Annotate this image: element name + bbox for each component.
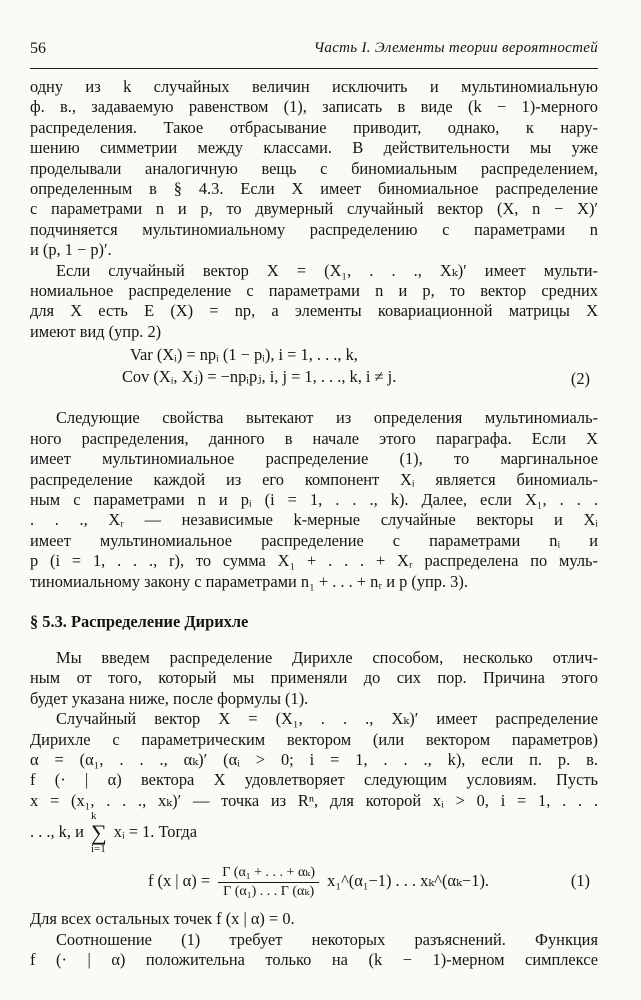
text-line: шению симметрии между классами. В действительности мы уже bbox=[30, 138, 598, 158]
text-line: распределения. Такое отбрасывание приводит, однако, к нару- bbox=[30, 117, 598, 137]
paragraph-6 bbox=[30, 909, 598, 929]
page-body bbox=[30, 77, 598, 970]
page-number: 56 bbox=[30, 40, 46, 57]
text-line: x = (x₁, . . ., xₖ)′ — точка из Rⁿ, для которой xᵢ > 0, i = 1, . . . bbox=[30, 790, 598, 810]
text-line: ным с параметрами n и pᵢ (i = 1, . . ., k). Далее, если X₁, . . . bbox=[30, 489, 598, 509]
text-line: номиальное распределение с параметрами n и p, то вектор средних bbox=[30, 281, 598, 301]
fraction-denominator: Γ (α₁) . . . Γ (αₖ) bbox=[223, 883, 315, 899]
text-line: f (· | α) положительна только на (k − 1)-мерном симплексе bbox=[30, 950, 598, 969]
equation-line: Var (Xᵢ) = npᵢ (1 − pᵢ), i = 1, . . ., k, bbox=[130, 345, 358, 365]
sum-sign: ∑ bbox=[90, 820, 107, 846]
text-line: тиномиальному закону с параметрами n₁ + . . . + nᵣ и p (упр. 3). bbox=[30, 571, 468, 591]
text-line: f (· | α) вектора X удовлетворяет следующим условиям. Пусть bbox=[30, 770, 598, 790]
paragraph-2 bbox=[30, 261, 598, 343]
text-line: определенным в § 4.3. Если X имеет биномиальное распределение bbox=[30, 179, 598, 199]
text-line: имеет мультиномиальное распределение (1), то маргинальное bbox=[30, 449, 598, 469]
equation-number: (2) bbox=[570, 369, 590, 389]
sum-prefix: . . ., k, и bbox=[30, 821, 84, 841]
text-line: имеют вид (упр. 2) bbox=[30, 321, 162, 341]
equation-number: (1) bbox=[570, 871, 590, 891]
sum-suffix: xᵢ = 1. Тогда bbox=[113, 821, 197, 841]
text-line: и (p, 1 − p)′. bbox=[30, 240, 112, 260]
text-line: имеет мультиномиальное распределение с параметрами nᵢ и bbox=[30, 530, 598, 550]
equation-lhs: f (x | α) = bbox=[148, 871, 211, 891]
text-line: будет указана ниже, после формулы (1). bbox=[30, 688, 309, 708]
running-head: Часть I. Элементы теории вероятностей bbox=[313, 40, 598, 56]
text-line: ным от того, который мы применяли до сих пор. Причина этого bbox=[30, 668, 598, 688]
paragraph-3 bbox=[30, 408, 598, 592]
text-line: Для всех остальных точек f (x | α) = 0. bbox=[30, 909, 295, 929]
text-line: . . ., Xᵣ — независимые k-мерные случайные векторы и Xᵢ bbox=[30, 510, 598, 530]
fraction bbox=[218, 864, 319, 901]
text-line: одну из k случайных величин исключить и мультиномиальную bbox=[30, 77, 598, 96]
text-line: для X есть E (X) = np, а элементы ковариационной матрицы X bbox=[30, 301, 598, 321]
sum-lower-limit: i=1 bbox=[90, 843, 106, 856]
paragraph-7 bbox=[30, 930, 598, 971]
text-line: Случайный вектор X = (X₁, . . ., Xₖ)′ имеет распределение bbox=[56, 709, 598, 729]
section-title: § 5.3. Распределение Дирихле bbox=[30, 611, 249, 631]
equation-line: Cov (Xᵢ, Xⱼ) = −npᵢpⱼ, i, j = 1, . . ., k, i ≠ j. bbox=[122, 367, 397, 387]
text-line: Мы введем распределение Дирихле способом, несколько отлич- bbox=[56, 647, 598, 667]
paragraph-1 bbox=[30, 77, 598, 261]
sum-upper-limit: k bbox=[90, 810, 97, 823]
text-line: распределение каждой из его компонент Xᵢ является биномиаль- bbox=[30, 469, 598, 489]
fraction-numerator: Γ (α₁ + . . . + αₖ) bbox=[218, 864, 319, 883]
paragraph-5 bbox=[30, 709, 598, 855]
text-line: Соотношение (1) требует некоторых разъяснений. Функция bbox=[56, 929, 598, 949]
equation-2 bbox=[30, 344, 598, 388]
equation-rhs: x₁^(α₁−1) . . . xₖ^(αₖ−1). bbox=[327, 871, 489, 891]
text-line: Если случайный вектор X = (X₁, . . ., Xₖ)′ имеет мульти- bbox=[56, 260, 598, 280]
header-rule bbox=[30, 68, 598, 69]
text-line: ф. в., задаваемую равенством (1), записать в виде (k − 1)-мерного bbox=[30, 97, 598, 117]
paragraph-4 bbox=[30, 648, 598, 709]
text-line: проделывали аналогичную вещь с биномиальным распределением, bbox=[30, 158, 598, 178]
page-header bbox=[30, 40, 598, 66]
text-line: подчиняется мультиномиальному распределению с параметрами n bbox=[30, 219, 598, 239]
text-line: с параметрами n и p, то двумерный случайный вектор (X, n − X)′ bbox=[30, 199, 598, 219]
summation bbox=[91, 811, 107, 855]
text-line: ного распределения, данного в начале этого параграфа. Если X bbox=[30, 428, 598, 448]
text-line-with-sum bbox=[30, 811, 598, 855]
text-line: Следующие свойства вытекают из определения мультиномиаль- bbox=[56, 408, 598, 428]
text-line: α = (α₁, . . ., αₖ)′ (αᵢ > 0; i = 1, . . ., k), если п. р. в. bbox=[30, 749, 598, 769]
equation-line bbox=[30, 859, 598, 903]
equation-1 bbox=[30, 859, 598, 903]
text-line: p (i = 1, . . ., r), то сумма X₁ + . . . + Xᵣ распределена по муль- bbox=[30, 551, 598, 571]
text-line: Дирихле с параметрическим вектором (или вектором параметров) bbox=[30, 729, 598, 749]
